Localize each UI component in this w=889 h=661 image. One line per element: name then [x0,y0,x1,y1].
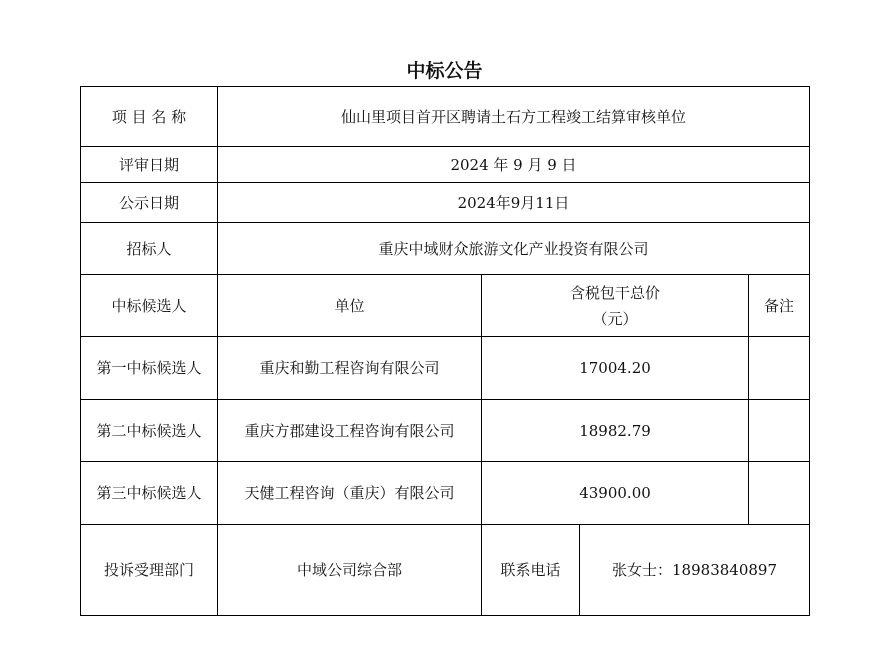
candidate-unit: 重庆方郡建设工程咨询有限公司 [218,400,482,462]
candidate-row [81,400,810,462]
project-value: 仙山里项目首开区聘请土石方工程竣工结算审核单位 [218,87,810,147]
price-header-line1: 含税包干总价 [569,283,660,302]
candidate-remark [749,400,810,462]
review-date-value: 2024 年 9 月 9 日 [218,147,810,183]
project-label: 项 目 名 称 [81,87,218,147]
project-row [81,87,810,147]
complaint-label: 投诉受理部门 [81,525,218,616]
publicity-date-label: 公示日期 [81,183,218,223]
candidate-price: 17004.20 [482,337,749,400]
phone-label: 联系电话 [482,525,580,616]
publicity-date-value: 2024年9月11日 [218,183,810,223]
candidate-remark [749,337,810,400]
tenderer-row [81,223,810,275]
candidate-row [81,337,810,400]
remark-header: 备注 [749,275,810,337]
candidates-header-row [81,275,810,337]
notice-table [80,86,810,616]
candidate-price: 18982.79 [482,400,749,462]
publicity-date-row [81,183,810,223]
price-header-line2: （元） [592,309,638,328]
complaint-row [81,525,810,616]
phone-value: 张女士：18983840897 [580,525,810,616]
candidate-rank: 第一中标候选人 [81,337,218,400]
candidate-row [81,462,810,525]
complaint-department: 中域公司综合部 [218,525,482,616]
review-date-label: 评审日期 [81,147,218,183]
candidate-unit: 重庆和勤工程咨询有限公司 [218,337,482,400]
candidate-unit: 天健工程咨询（重庆）有限公司 [218,462,482,525]
unit-header: 单位 [218,275,482,337]
candidate-rank: 第三中标候选人 [81,462,218,525]
tenderer-label: 招标人 [81,223,218,275]
candidate-price: 43900.00 [482,462,749,525]
price-header [482,275,749,337]
candidate-remark [749,462,810,525]
candidate-rank: 第二中标候选人 [81,400,218,462]
tenderer-value: 重庆中域财众旅游文化产业投资有限公司 [218,223,810,275]
candidate-header-label: 中标候选人 [81,275,218,337]
page-title: 中标公告 [406,60,483,82]
review-date-row [81,147,810,183]
